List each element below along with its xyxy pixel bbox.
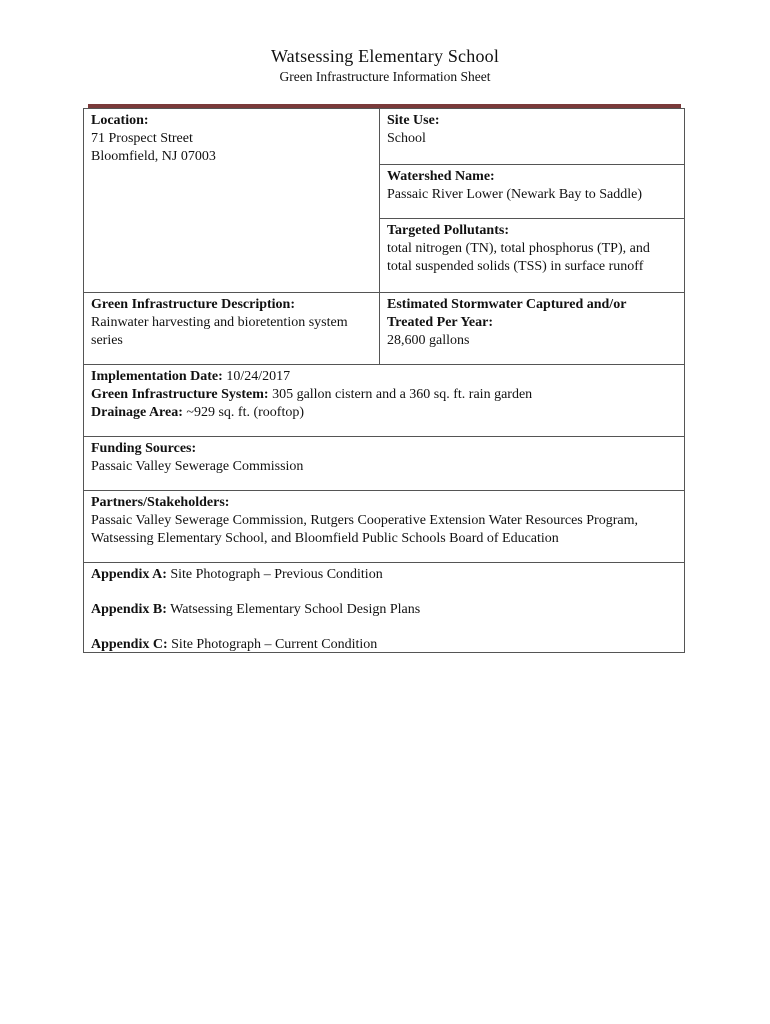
appendix-c-value: Site Photograph – Current Condition bbox=[171, 637, 378, 652]
gi-description-line-2: series bbox=[91, 333, 123, 348]
site-use-label: Site Use: bbox=[387, 113, 440, 128]
location-city: Bloomfield, NJ 07003 bbox=[91, 149, 216, 164]
partners-cell bbox=[84, 491, 684, 562]
implementation-date-value: 10/24/2017 bbox=[226, 369, 291, 384]
appendix-b-label: Appendix B: bbox=[91, 602, 167, 617]
site-use-value: School bbox=[387, 131, 426, 146]
stormwater-label-2: Treated Per Year: bbox=[387, 315, 493, 330]
gi-description-cell bbox=[84, 293, 380, 364]
watershed-label: Watershed Name: bbox=[387, 169, 495, 184]
watershed-value: Passaic River Lower (Newark Bay to Saddle) bbox=[387, 187, 643, 202]
funding-value: Passaic Valley Sewerage Commission bbox=[91, 459, 304, 474]
pollutants-line-2: total suspended solids (TSS) in surface runoff bbox=[387, 259, 644, 274]
info-row-description bbox=[84, 293, 684, 365]
appendix-a bbox=[91, 566, 678, 584]
appendix-a-label: Appendix A: bbox=[91, 567, 167, 582]
location-label: Location: bbox=[91, 113, 149, 128]
pollutants-label: Targeted Pollutants: bbox=[387, 223, 509, 238]
location-cell bbox=[84, 109, 380, 292]
appendix-c bbox=[91, 636, 678, 654]
funding-cell bbox=[84, 437, 684, 490]
location-street: 71 Prospect Street bbox=[91, 131, 193, 146]
info-row-implementation bbox=[84, 365, 684, 437]
pollutants-cell bbox=[380, 219, 684, 292]
page-subtitle: Green Infrastructure Information Sheet bbox=[279, 69, 491, 84]
stormwater-cell bbox=[380, 293, 684, 364]
pollutants-line-1: total nitrogen (TN), total phosphorus (TP), and bbox=[387, 241, 650, 256]
gi-description-line-1: Rainwater harvesting and bioretention system bbox=[91, 315, 348, 330]
gi-system-value: 305 gallon cistern and a 360 sq. ft. rain garden bbox=[272, 387, 533, 402]
drainage-area-line bbox=[91, 404, 678, 422]
gi-description-label: Green Infrastructure Description: bbox=[91, 297, 295, 312]
partners-line-1: Passaic Valley Sewerage Commission, Rutgers Cooperative Extension Water Resources Program, bbox=[91, 513, 638, 528]
appendix-c-label: Appendix C: bbox=[91, 637, 168, 652]
info-row-funding bbox=[84, 437, 684, 491]
implementation-cell bbox=[84, 365, 684, 436]
appendix-b-value: Watsessing Elementary School Design Plans bbox=[170, 602, 421, 617]
appendices-cell bbox=[84, 563, 684, 652]
watershed-cell bbox=[380, 165, 684, 219]
implementation-date-line bbox=[91, 368, 678, 386]
appendix-a-value: Site Photograph – Previous Condition bbox=[170, 567, 383, 582]
stormwater-label-1: Estimated Stormwater Captured and/or bbox=[387, 297, 627, 312]
page-title: Watsessing Elementary School bbox=[270, 46, 500, 66]
site-use-cell bbox=[380, 109, 684, 165]
appendix-b bbox=[91, 601, 678, 619]
gi-system-line bbox=[91, 386, 678, 404]
partners-label: Partners/Stakeholders: bbox=[91, 495, 230, 510]
drainage-area-label: Drainage Area: bbox=[91, 405, 183, 420]
gi-system-label: Green Infrastructure System: bbox=[91, 387, 269, 402]
implementation-date-label: Implementation Date: bbox=[91, 369, 223, 384]
info-row-site bbox=[84, 109, 684, 293]
info-row-appendices bbox=[84, 563, 684, 652]
info-row-partners bbox=[84, 491, 684, 563]
partners-line-2: Watsessing Elementary School, and Bloomfield Public Schools Board of Education bbox=[91, 531, 559, 546]
funding-label: Funding Sources: bbox=[91, 441, 197, 456]
stormwater-value: 28,600 gallons bbox=[387, 333, 470, 348]
site-details-stack bbox=[380, 109, 684, 292]
drainage-area-value: ~929 sq. ft. (rooftop) bbox=[186, 405, 305, 420]
info-table bbox=[83, 108, 685, 653]
